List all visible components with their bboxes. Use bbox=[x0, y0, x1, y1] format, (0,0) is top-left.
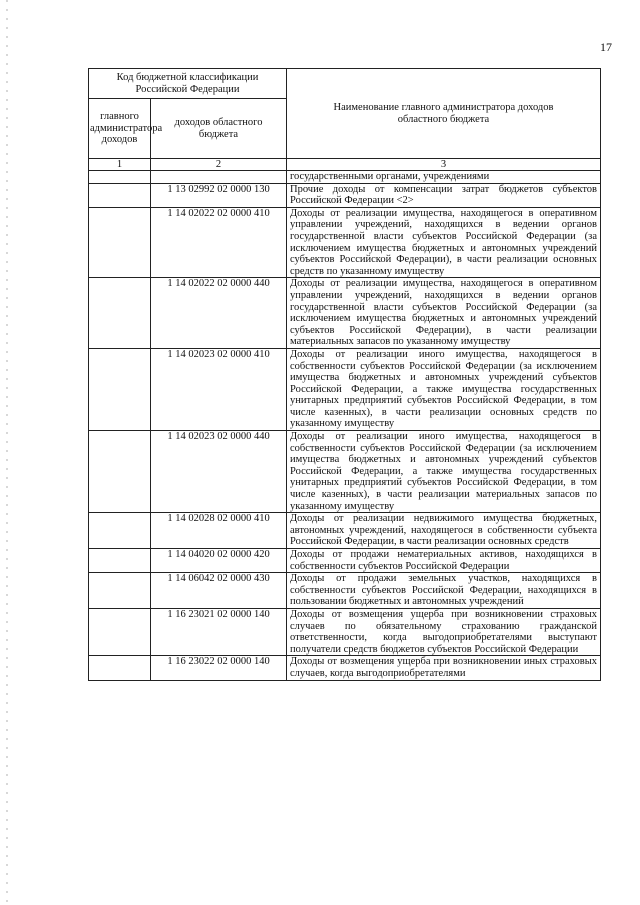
table-row bbox=[89, 348, 601, 430]
revenue-code-cell: 1 14 02022 02 0000 410 bbox=[151, 207, 287, 278]
table-row bbox=[89, 171, 601, 184]
revenue-name-cell: Доходы от возмещения ущерба при возникновении иных страховых случаев, когда выгодоприобретателями bbox=[287, 656, 601, 680]
revenue-code-cell: 1 16 23021 02 0000 140 bbox=[151, 608, 287, 655]
table-row bbox=[89, 549, 601, 573]
table-row bbox=[89, 207, 601, 278]
table-row bbox=[89, 608, 601, 655]
revenue-code-cell: 1 13 02992 02 0000 130 bbox=[151, 183, 287, 207]
table-row bbox=[89, 278, 601, 349]
revenue-code-cell: 1 14 06042 02 0000 430 bbox=[151, 573, 287, 609]
revenue-name-cell: Доходы от реализации иного имущества, находящегося в собственности субъектов Российской Федерации (за исключением имущества бюджетных и автономных учреждений субъектов Российской Федерации, а также имущества государственных унитарных предприятий субъектов Российской Федерации, в том числе казенных), в части реализации основных средств по указанному имуществу bbox=[287, 348, 601, 430]
table-row bbox=[89, 513, 601, 549]
admin-code-cell bbox=[89, 207, 151, 278]
header-number-3: 3 bbox=[287, 159, 601, 171]
revenue-code-cell: 1 14 02023 02 0000 410 bbox=[151, 348, 287, 430]
revenue-name-cell: государственными органами, учреждениями bbox=[287, 171, 601, 184]
revenue-code-cell: 1 14 02022 02 0000 440 bbox=[151, 278, 287, 349]
admin-code-cell bbox=[89, 513, 151, 549]
revenue-name-cell: Доходы от продажи земельных участков, находящихся в собственности субъектов Российской Федерации, находящихся в пользовании бюджетных и автономных учреждений bbox=[287, 573, 601, 609]
revenue-name-cell: Доходы от реализации иного имущества, находящегося в собственности субъектов Российской Федерации (за исключением имущества бюджетных и автономных учреждений субъектов Российской Федерации, а также имущества государственных унитарных предприятий субъектов Российской Федерации, в том числе казенных), в части реализации материальных запасов по указанному имуществу bbox=[287, 431, 601, 513]
header-number-2: 2 bbox=[151, 159, 287, 171]
revenue-code-cell: 1 14 02028 02 0000 410 bbox=[151, 513, 287, 549]
binding-marks bbox=[6, 0, 8, 905]
admin-code-cell bbox=[89, 171, 151, 184]
header-admin: главного администратора доходов bbox=[89, 99, 151, 159]
admin-code-cell bbox=[89, 431, 151, 513]
table-row bbox=[89, 656, 601, 680]
revenue-code-cell: 1 16 23022 02 0000 140 bbox=[151, 656, 287, 680]
header-revenue: доходов областного бюджета bbox=[151, 99, 287, 159]
admin-code-cell bbox=[89, 549, 151, 573]
header-classification-code: Код бюджетной классификации Российской Федерации bbox=[89, 69, 287, 99]
revenue-name-cell: Прочие доходы от компенсации затрат бюджетов субъектов Российской Федерации <2> bbox=[287, 183, 601, 207]
header-name: Наименование главного администратора доходов областного бюджета bbox=[287, 69, 601, 159]
table-row bbox=[89, 573, 601, 609]
admin-code-cell bbox=[89, 183, 151, 207]
revenue-code-cell bbox=[151, 171, 287, 184]
revenue-name-cell: Доходы от реализации имущества, находящегося в оперативном управлении учреждений, находящихся в ведении органов государственной власти субъектов Российской Федерации (за исключением имущества бюджетных и автономных учреждений субъектов Российской Федерации), в части реализации материальных запасов по указанному имуществу bbox=[287, 278, 601, 349]
revenue-table bbox=[88, 68, 601, 681]
admin-code-cell bbox=[89, 656, 151, 680]
admin-code-cell bbox=[89, 573, 151, 609]
admin-code-cell bbox=[89, 348, 151, 430]
revenue-code-cell: 1 14 04020 02 0000 420 bbox=[151, 549, 287, 573]
page-number: 17 bbox=[600, 40, 612, 54]
admin-code-cell bbox=[89, 608, 151, 655]
header-number-1: 1 bbox=[89, 159, 151, 171]
table-row bbox=[89, 183, 601, 207]
revenue-name-cell: Доходы от реализации имущества, находящегося в оперативном управлении учреждений, находящихся в ведении органов государственной власти субъектов Российской Федерации (за исключением имущества бюджетных и автономных учреждений субъектов Российской Федерации), в части реализации основных средств по указанному имуществу bbox=[287, 207, 601, 278]
table-body bbox=[89, 171, 601, 681]
table-row bbox=[89, 431, 601, 513]
revenue-name-cell: Доходы от возмещения ущерба при возникновении страховых случаев по обязательному страхованию гражданской ответственности, когда выгодоприобретателями выступают получатели средств бюджетов субъектов Российской Федерации bbox=[287, 608, 601, 655]
revenue-code-cell: 1 14 02023 02 0000 440 bbox=[151, 431, 287, 513]
revenue-name-cell: Доходы от реализации недвижимого имущества бюджетных, автономных учреждений, находящегося в собственности субъекта Российской Федерации, в части реализации основных средств bbox=[287, 513, 601, 549]
revenue-name-cell: Доходы от продажи нематериальных активов, находящихся в собственности субъектов Российской Федерации bbox=[287, 549, 601, 573]
admin-code-cell bbox=[89, 278, 151, 349]
